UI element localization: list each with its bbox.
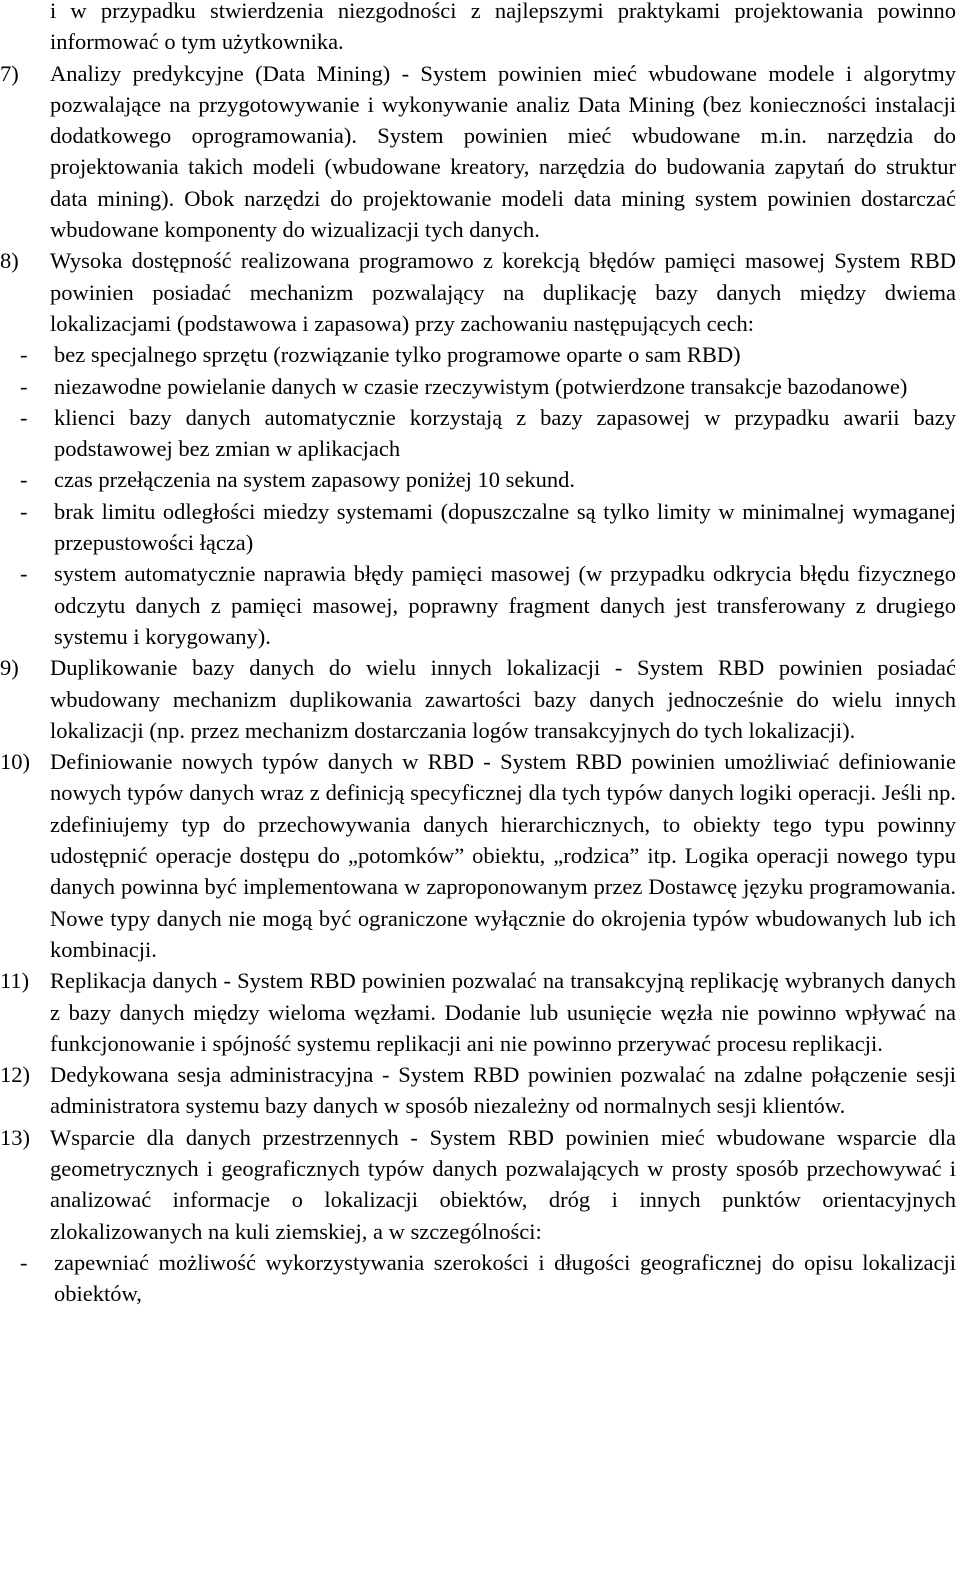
item-number: 10) xyxy=(0,749,30,775)
item-text: Analizy predykcyjne (Data Mining) - System powinien mieć wbudowane modele i algorytmy pozwalające na przygotowywanie i wykonywanie analiz Data Mining (bez konieczności instalacji dodatkowego oprogramowania). System powinien mieć wbudowane m.in. narzędzia do projektowania takich modeli (wbudowane kreatory, narzędzia do budowania zapytań do struktur data mining). Obok narzędzi do projektowanie modeli data mining system powinien dostarczać wbudowane komponenty do wizualizacji tych danych. xyxy=(50,60,956,243)
bullet-dash: - xyxy=(20,467,28,493)
item-number: 9) xyxy=(0,655,19,681)
list-item-10 xyxy=(0,746,960,965)
list-item-13 xyxy=(0,1122,960,1310)
bullet-item xyxy=(20,371,956,402)
list-item-9 xyxy=(0,652,960,746)
continuation-paragraph: i w przypadku stwierdzenia niezgodności z najlepszymi praktykami projektowania powinno informować o tym użytkownika. xyxy=(50,0,956,55)
bullet-dash: - xyxy=(20,498,28,524)
bullet-dash: - xyxy=(20,404,28,430)
bullet-text: zapewniać możliwość wykorzystywania szerokości i długości geograficznej do opisu lokalizacji obiektów, xyxy=(54,1249,956,1307)
bullet-text: niezawodne powielanie danych w czasie rzeczywistym (potwierdzone transakcje bazodanowe) xyxy=(54,373,908,399)
bullet-dash: - xyxy=(20,561,28,587)
bullet-list xyxy=(20,339,956,652)
item-number: 12) xyxy=(0,1062,30,1088)
list-item-12 xyxy=(0,1059,960,1122)
item-text: Replikacja danych - System RBD powinien pozwalać na transakcyjną replikację wybranych danych z bazy danych między wieloma węzłami. Dodanie lub usunięcie węzła nie powinno wpływać na funkcjonowanie i spójność systemu replikacji ani nie powinno przerywać procesu replikacji. xyxy=(50,968,956,1056)
item-text: Definiowanie nowych typów danych w RBD - System RBD powinien umożliwiać definiowanie nowych typów danych wraz z definicją specyficznej dla tych typów danych logiki operacji. Jeśli np. zdefiniujemy typ do przechowywania danych hierarchicznych, to obiekty tego typu powinny udostępnić operacje dostępu do „potomków” obiektu, „rodzica” itp. Logika operacji nowego typu danych powinna być implementowana w zaproponowanym przez Dostawcę języku programowania. Nowe typy danych nie mogą być ograniczone wyłącznie do okrojenia typów wbudowanych lub ich kombinacji. xyxy=(50,749,956,962)
bullet-list xyxy=(20,1247,956,1310)
bullet-item xyxy=(20,496,956,559)
bullet-item xyxy=(20,339,956,370)
item-text: Wysoka dostępność realizowana programowo z korekcją błędów pamięci masowej System RBD powinien posiadać mechanizm pozwalający na duplikację bazy danych między dwiema lokalizacjami (podstawowa i zapasowa) przy zachowaniu następujących cech: xyxy=(50,248,956,336)
bullet-dash: - xyxy=(20,1249,28,1275)
bullet-item xyxy=(20,1247,956,1310)
bullet-dash: - xyxy=(20,373,28,399)
bullet-text: brak limitu odległości miedzy systemami (dopuszczalne są tylko limity w minimalnej wymaganej przepustowości łącza) xyxy=(54,498,956,556)
item-text: Dedykowana sesja administracyjna - System RBD powinien pozwalać na zdalne połączenie sesji administratora systemu bazy danych w sposób niezależny od normalnych sesji klientów. xyxy=(50,1062,956,1119)
list-item-7 xyxy=(0,58,960,246)
bullet-text: system automatycznie naprawia błędy pamięci masowej (w przypadku odkrycia błędu fizycznego odczytu danych z pamięci masowej, poprawny fragment danych jest transferowany z drugiego systemu i korygowany). xyxy=(54,561,956,649)
item-text: Wsparcie dla danych przestrzennych - System RBD powinien mieć wbudowane wsparcie dla geometrycznych i geograficznych typów danych pozwalających w prosty sposób przechowywać i analizować informacje o lokalizacji obiektów, dróg i innych punktów orientacyjnych zlokalizowanych na kuli ziemskiej, a w szczególności: xyxy=(50,1124,956,1244)
item-number: 11) xyxy=(0,968,30,994)
item-number: 7) xyxy=(0,60,19,86)
list-item-11 xyxy=(0,965,960,1059)
bullet-item xyxy=(20,464,956,495)
item-number: 13) xyxy=(0,1124,30,1150)
list-item-8 xyxy=(0,245,960,652)
bullet-text: bez specjalnego sprzętu (rozwiązanie tylko programowe oparte o sam RBD) xyxy=(54,342,741,368)
bullet-text: klienci bazy danych automatycznie korzystają z bazy zapasowej w przypadku awarii bazy podstawowej bez zmian w aplikacjach xyxy=(54,404,956,462)
item-number: 8) xyxy=(0,248,19,274)
bullet-item xyxy=(20,402,956,465)
bullet-text: czas przełączenia na system zapasowy poniżej 10 sekund. xyxy=(54,467,576,493)
bullet-item xyxy=(20,558,956,652)
bullet-dash: - xyxy=(20,342,28,368)
item-text: Duplikowanie bazy danych do wielu innych lokalizacji - System RBD powinien posiadać wbudowany mechanizm duplikowania zawartości bazy danych jednocześnie do wielu innych lokalizacji (np. przez mechanizm dostarczania logów transakcyjnych do tych lokalizacji). xyxy=(50,655,956,743)
